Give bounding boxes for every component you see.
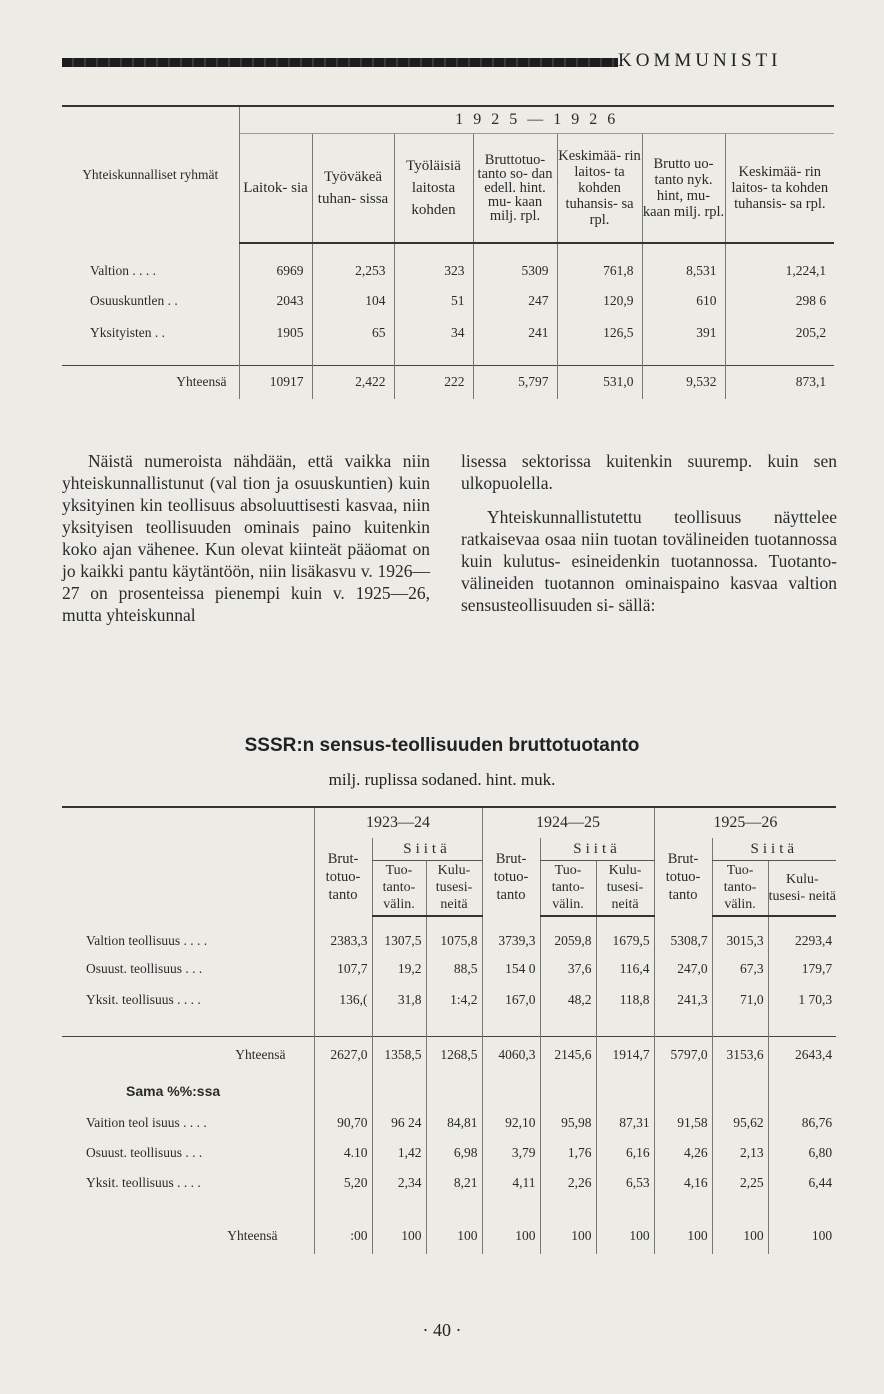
page-number: · 40 ·	[422, 1320, 462, 1340]
industry-groups-table	[62, 105, 834, 399]
header-keskim2: Keskimää- rin laitos- ta kohden tuhansis- sa rpl.	[725, 133, 834, 243]
header-keskim1: Keskimää- rin laitos- ta kohden tuhansis- sa rpl.	[557, 133, 642, 243]
table-row: Yksit. teollisuus . . . . 5,20 2,34 8,21 4,11 2,26 6,53 4,16 2,25 6,44	[62, 1168, 836, 1198]
year-2324: 1923—24	[314, 807, 482, 838]
year-2425: 1924—25	[482, 807, 654, 838]
table2-subtitle: milj. ruplissa sodaned. hint. muk.	[328, 770, 556, 789]
header-tyovakea: Työväkeä tuhan- sissa	[312, 133, 394, 243]
table-total-row: Yhteensä :00 100 100 100 100 100 100 100 100	[62, 1218, 836, 1254]
year-2526: 1925—26	[654, 807, 836, 838]
header-brutto-nyk: Brutto uo- tanto nyk. hint, mu- kaan milj. rpl.	[642, 133, 725, 243]
table-row: Vaition teol isuus . . . . 90,70 96 24 84,81 92,10 95,98 87,31 91,58 95,62 86,76	[62, 1108, 836, 1138]
table-row: Valtion teollisuus . . . . 2383,3 1307,5 1075,8 3739,3 2059,8 1679,5 5308,7 3015,3 2293,4	[62, 928, 836, 953]
text-column-left: Näistä numeroista nähdään, että vaikka niin yhteiskunnallistunut (val tion ja osuuskuntien) kuin yksityinen kin teollisuus absoluuttisesti kasvaa, niin yksityisen teollisuuden ominais paino kuitenkin koko ajan vähenee. Kun olevat kiinteät pääomat on jo kaikki pantu käytäntöön, niin lisäkasvu v. 1926—27 on prosenteissa pienempi kuin v. 1925—26, mutta yhteiskunnal	[62, 451, 430, 625]
text-column-right: lisessa sektorissa kuitenkin suuremp. kuin sen ulkopuolella. Yhteiskunnallistutettu teollisuus näyttelee ratkaisevaa osaa niin tuotan tovälineiden tuotannossa kuin kulutus- esineidenkin tuotannossa. Tuotanto- välineiden tuotannon ominaispaino kasvaa valtion sensusteollisuuden si- sällä:	[461, 451, 837, 615]
table2-title: SSSR:n sensus-teollisuuden bruttotuotanto	[244, 735, 640, 756]
table-row: Yksit. teollisuus . . . . 136,( 31,8 1:4,2 167,0 48,2 118,8 241,3 71,0 1 70,3	[62, 984, 836, 1016]
gross-production-table: 1923—24 1924—25 1925—26 Brut- totuo- tanto Siitä Brut- totuo- tanto Siitä Brut- totuo- tanto Siitä Tuo- tanto- välin. Kulu- tusesi- neitä Tuo- tanto- välin. Kulu- tusesi- neitä Tuo- tanto- välin. Kulu- tusesi- neitä Valtion teollisuus . . . . 2383,3 1307,5 1075,8 3739,3 2059,8 1679,5 5308,7 3015,3 2293,4 Osuust. teollisuus . . . 107,7 19,2 88,5 154 0 37,6 116,4 247,0 67,3 179,7 Yksit. teollisuus . . . . 136,( 31,8 1:4,2 167,0 48,2 118,8 241,3 71,0 1 70,3 Yhteensä 2627,0 1358,5 1268,5 4060,3 2145,6 1914,7 5797,0 3153,6 2643,4 Sama %%:ssa Vaition teol isuus . . . . 90,70 96 24 84,81 92,10 95,98 87,31 91,58 95,62 86,76 Osuust. teollisuus . . . 4.10 1,42 6,98 3,79 1,76 6,16 4,26 2,13 6,80 Yksit. teollisuus . . . . 5,20 2,34 8,21 4,11 2,26 6,53 4,16 2,25 6,44 Yhteensä :00 100 100 100 100 100 100 100 100	[62, 806, 836, 1254]
table-row: Osuust. teollisuus . . . 107,7 19,2 88,5 154 0 37,6 116,4 247,0 67,3 179,7	[62, 953, 836, 984]
percent-heading: Sama %%:ssa	[126, 1083, 221, 1099]
table-row: Osuust. teollisuus . . . 4.10 1,42 6,98 3,79 1,76 6,16 4,26 2,13 6,80	[62, 1138, 836, 1168]
table-total-row: Yhteensä 10917 2,422 222 5,797 531,0 9,532 873,1	[62, 365, 834, 399]
table-total-row: Yhteensä 2627,0 1358,5 1268,5 4060,3 2145,6 1914,7 5797,0 3153,6 2643,4	[62, 1036, 836, 1074]
header-laitokset: Laitok- sia	[239, 133, 312, 243]
header-bruttotuotanto: Bruttotuo- tanto so- dan edell. hint. mu- kaan milj. rpl.	[473, 133, 557, 243]
header-tyolaisia: Työläisiä laitosta kohden	[394, 133, 473, 243]
year-range: 1 9 2 5 — 1 9 2 6	[239, 106, 834, 133]
table-row: Yksityisten . . 1905 65 34 241 126,5 391 205,2	[62, 317, 834, 349]
journal-title: KOMMUNISTI	[618, 50, 782, 71]
header-rule	[62, 58, 618, 67]
table-row: Osuuskuntlen . . 2043 104 51 247 120,9 610 298 6	[62, 285, 834, 317]
table-row: Valtion . . . . 6969 2,253 323 5309 761,8 8,531 1,224,1	[62, 256, 834, 285]
header-group: Yhteiskunnalliset ryhmät	[62, 106, 239, 243]
